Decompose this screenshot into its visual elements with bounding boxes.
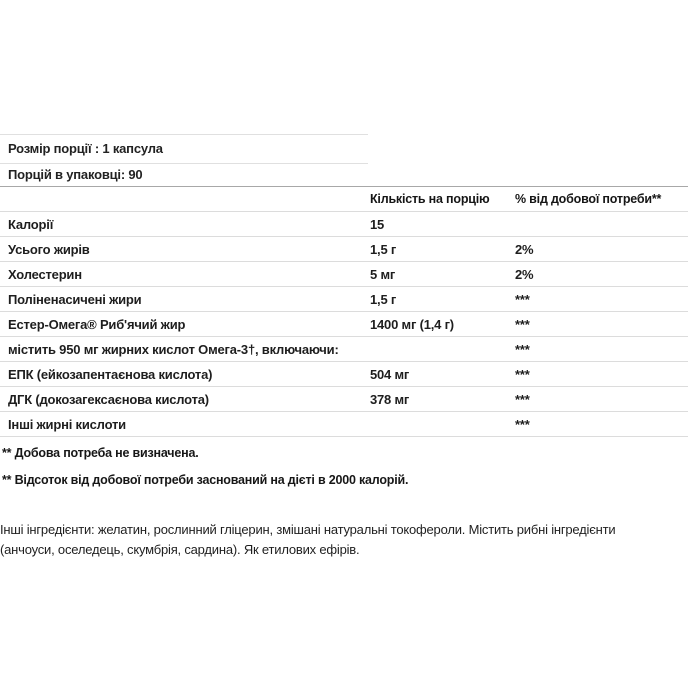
nutrient-name: Інші жирні кислоти [8, 416, 126, 432]
table-row [0, 212, 688, 237]
nutrient-amount: 1,5 г [370, 291, 397, 307]
nutrient-name: містить 950 мг жирних кислот Омега-3†, включаючи: [8, 341, 339, 357]
nutrient-name: Усього жирів [8, 241, 90, 257]
nutrient-amount: 504 мг [370, 366, 410, 382]
nutrient-name: Поліненасичені жири [8, 291, 142, 307]
header-daily-value: % від добової потреби** [515, 192, 662, 206]
nutrient-dv: *** [515, 291, 530, 307]
nutrient-dv: *** [515, 366, 530, 382]
table-row [0, 262, 688, 287]
nutrient-dv: *** [515, 391, 530, 407]
footnote-2000-calorie-diet: ** Відсоток від добової потреби заснований на дієті в 2000 калорій. [2, 473, 409, 487]
nutrient-dv: 2% [515, 266, 534, 282]
supplement-facts-table [0, 186, 688, 437]
footnote-daily-value-not-established: ** Добова потреба не визначена. [2, 446, 199, 460]
divider [0, 163, 368, 164]
table-row [0, 362, 688, 387]
nutrient-name: Калорії [8, 216, 54, 232]
nutrient-amount: 5 мг [370, 266, 396, 282]
nutrient-dv: *** [515, 341, 530, 357]
nutrient-name: Естер-Омега® Риб'ячий жир [8, 316, 186, 332]
other-ingredients-paragraph: Інші інгредієнти: желатин, рослинний гліцерин, змішані натуральні токофероли. Містить рибні інгредієнти (анчоуси, оселедець, скумбрія, сардина). Як етилових ефірів. [0, 522, 616, 557]
nutrient-dv: 2% [515, 241, 534, 257]
serving-size-text: Розмір порції : 1 капсула [8, 141, 163, 156]
header-amount-per-serving: Кількість на порцію [370, 192, 490, 206]
nutrient-name: ЕПК (ейкозапентаєнова кислота) [8, 366, 213, 382]
nutrient-amount: 1400 мг (1,4 г) [370, 316, 454, 332]
nutrient-dv: *** [515, 316, 530, 332]
nutrient-name: ДГК (докозагексаєнова кислота) [8, 391, 209, 407]
nutrient-amount: 1,5 г [370, 241, 397, 257]
nutrient-amount: 378 мг [370, 391, 410, 407]
table-row [0, 387, 688, 412]
table-row [0, 312, 688, 337]
nutrient-dv: *** [515, 416, 530, 432]
nutrient-amount: 15 [370, 216, 385, 232]
table-row [0, 412, 688, 437]
divider [0, 134, 368, 135]
table-row [0, 287, 688, 312]
nutrient-name: Холестерин [8, 266, 82, 282]
table-row [0, 337, 688, 362]
table-header-row [0, 186, 688, 212]
servings-per-container-text: Порцій в упаковці: 90 [8, 167, 143, 182]
table-row [0, 237, 688, 262]
